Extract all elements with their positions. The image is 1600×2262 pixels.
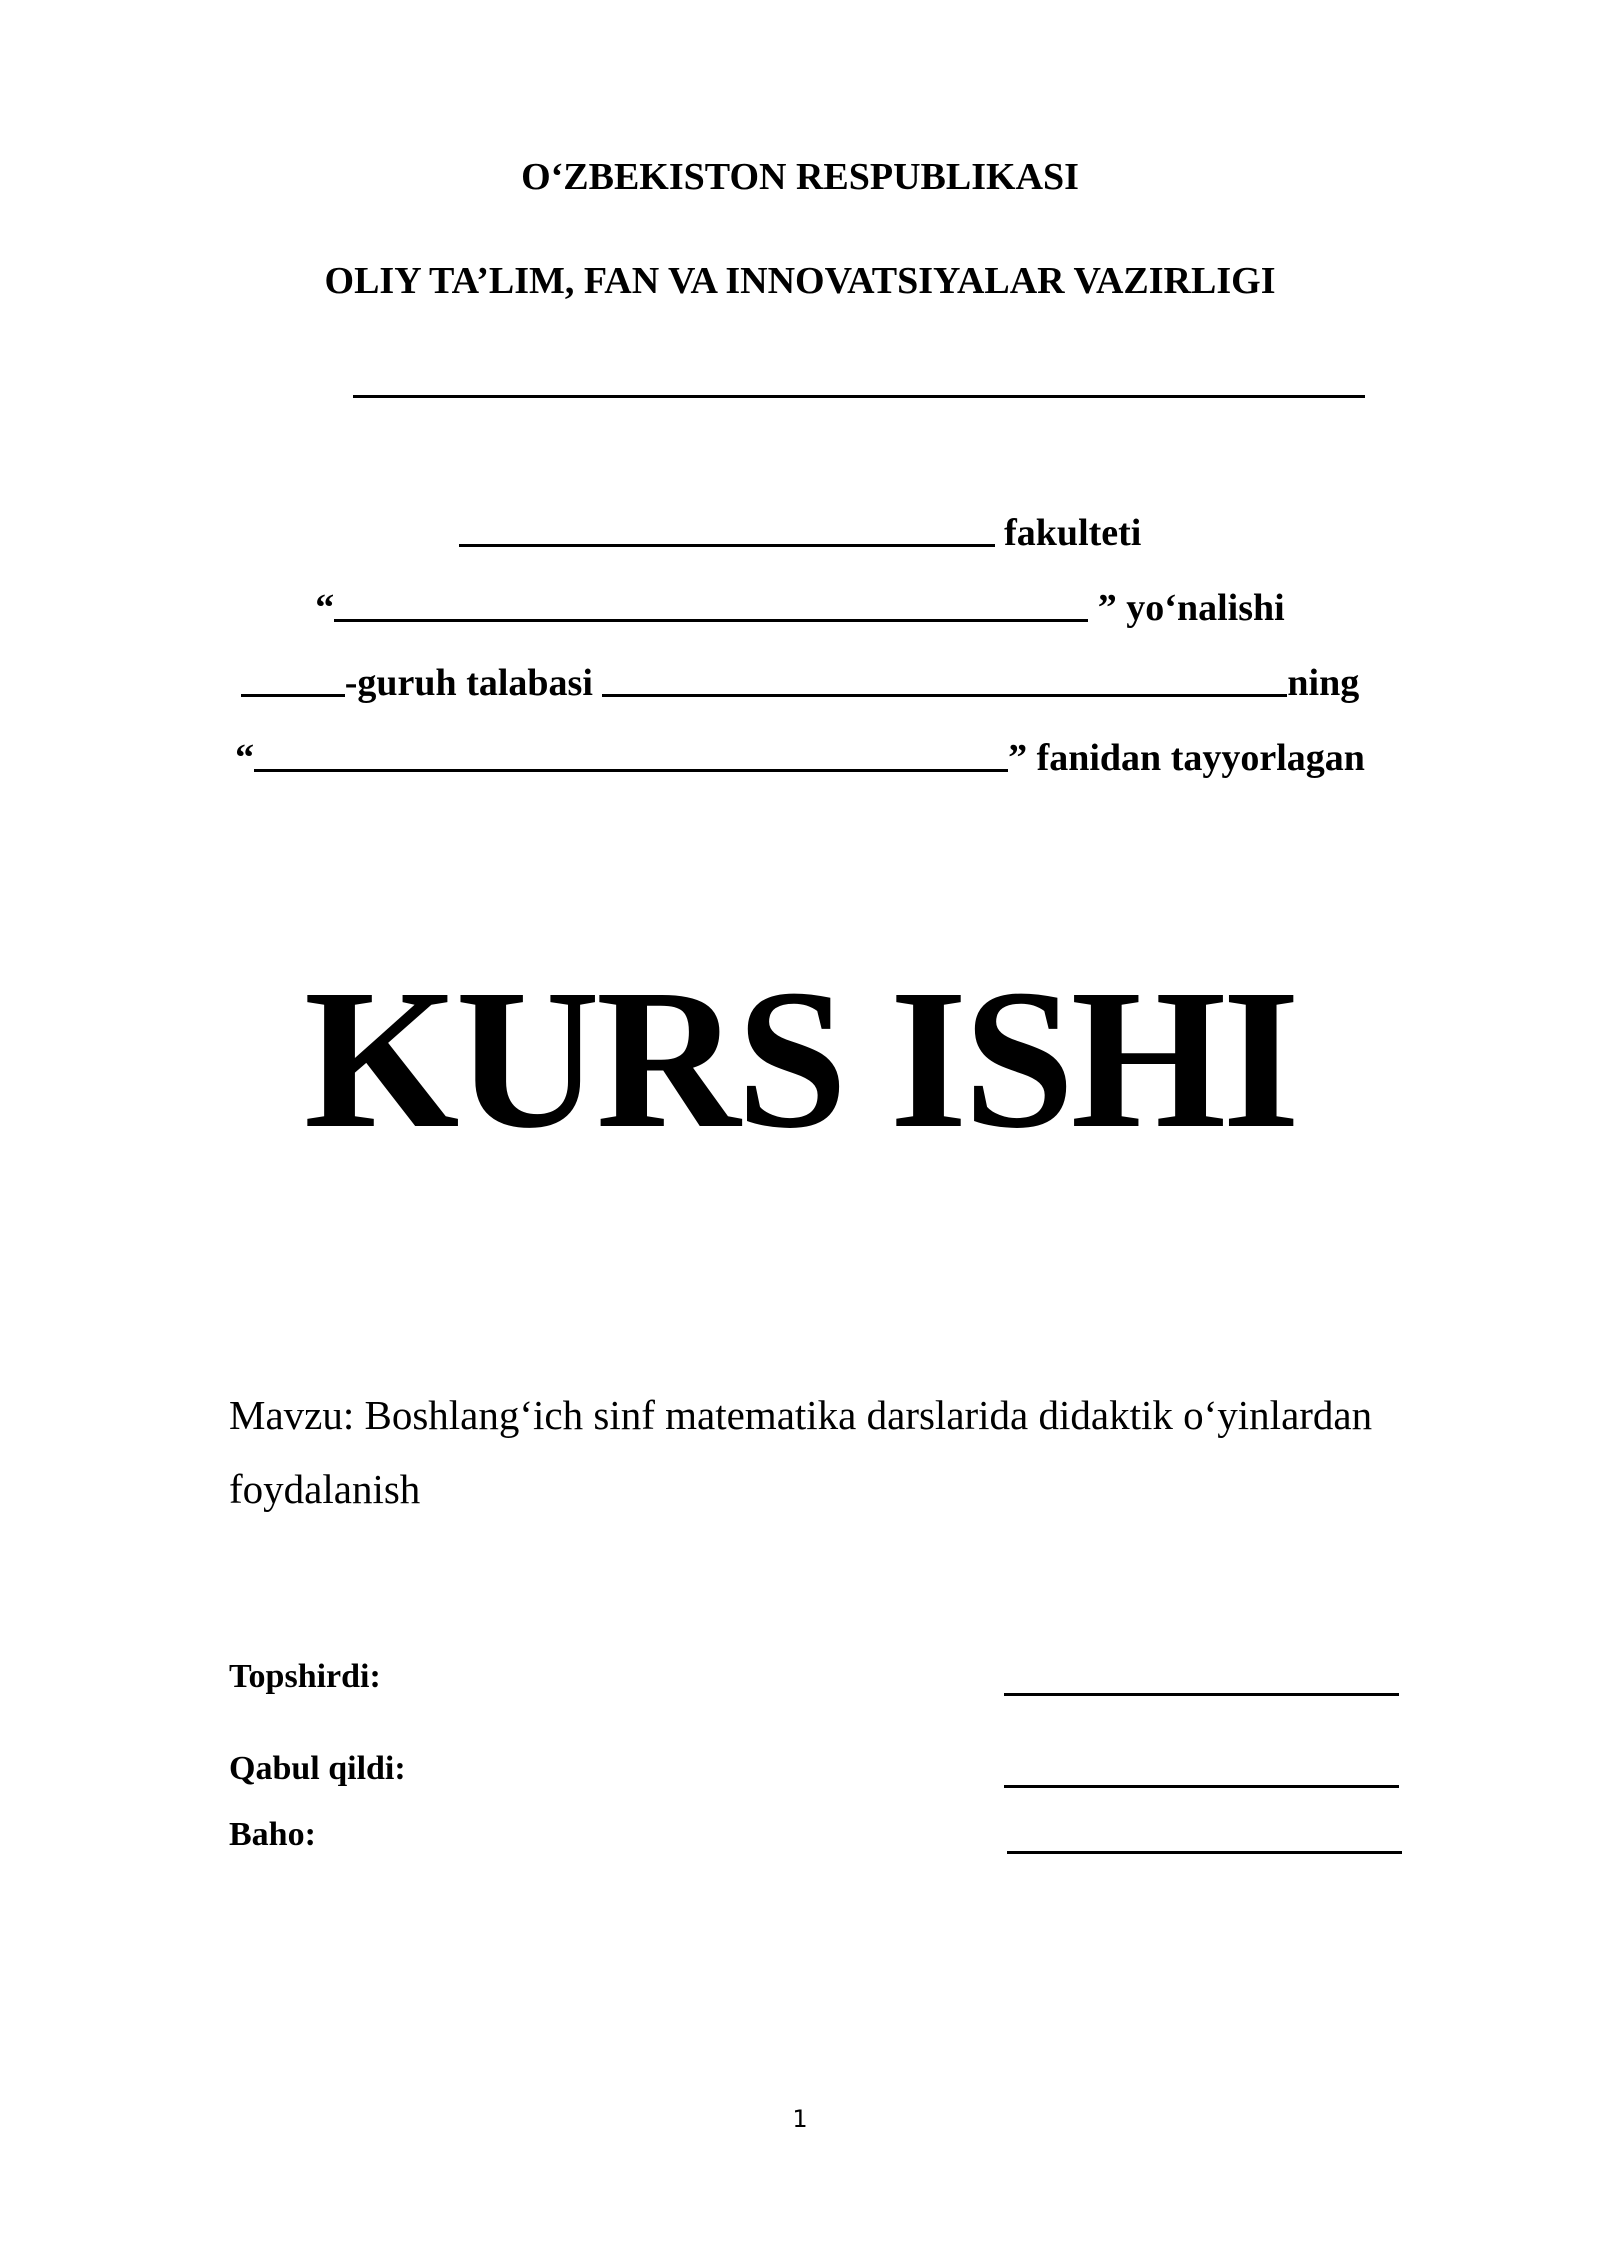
signature-row-grade [229, 1815, 1409, 1865]
topic-text: Mavzu: Boshlang‘ich sinf matematika darslarida didaktik o‘yinlardan foydalanish [229, 1392, 1373, 1512]
faculty-line [0, 508, 1600, 552]
group-blank [241, 660, 345, 697]
university-blank [353, 395, 1365, 398]
page-number: 1 [792, 2105, 808, 2133]
signature-label: Topshirdi: [229, 1658, 381, 1695]
subject-blank [254, 735, 1008, 772]
republic-heading: O‘ZBEKISTON RESPUBLIKASI [521, 156, 1079, 198]
signature-blank [1004, 1693, 1399, 1696]
direction-line [0, 583, 1600, 627]
subject-label: ” fanidan tayyorlagan [1008, 737, 1365, 779]
subject-open-quote: “ [235, 737, 255, 779]
group-student-line [0, 658, 1600, 702]
student-label: ning [1287, 662, 1360, 704]
signature-blank [1004, 1785, 1399, 1788]
direction-open-quote: “ [315, 587, 335, 629]
document-title: KURS ISHI [303, 949, 1297, 1170]
faculty-label: fakulteti [1004, 512, 1142, 554]
subject-line [0, 733, 1600, 777]
direction-label: ” yo‘nalishi [1097, 587, 1285, 629]
signature-row-accepted [229, 1749, 1409, 1799]
student-blank [602, 660, 1287, 697]
faculty-blank [459, 510, 995, 547]
signature-label: Qabul qildi: [229, 1750, 406, 1787]
ministry-heading: OLIY TA’LIM, FAN VA INNOVATSIYALAR VAZIRLIGI [324, 260, 1276, 302]
signature-row-submitted [229, 1657, 1409, 1707]
signature-label: Baho: [229, 1816, 316, 1853]
direction-blank [334, 585, 1088, 622]
group-label: -guruh talabasi [344, 662, 593, 704]
signature-blank [1007, 1851, 1402, 1854]
